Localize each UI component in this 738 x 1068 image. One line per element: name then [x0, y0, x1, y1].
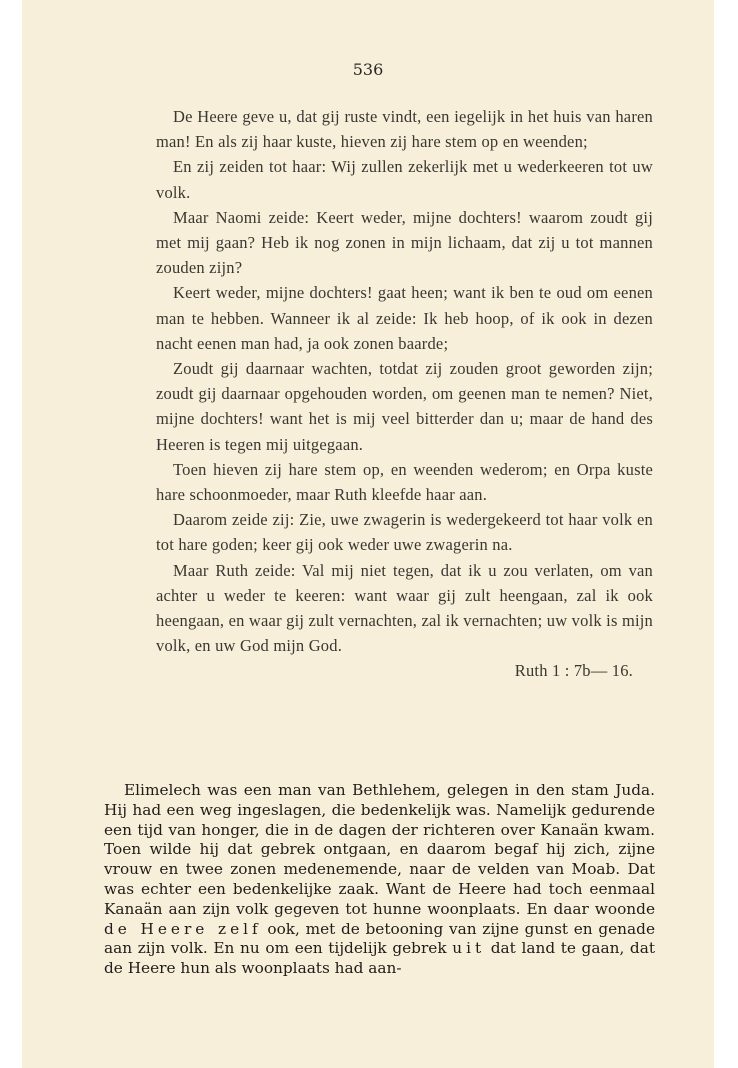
- quote-paragraph: Toen hieven zij hare stem op, en weenden wederom; en Orpa kuste hare schoonmoeder, maar Ruth kleefde haar aan.: [156, 459, 653, 505]
- body-paragraph: [104, 781, 655, 979]
- body-text-run: dat land te gaan, dat de Heere hun als woonplaats had aan-: [104, 939, 655, 978]
- quote-paragraph: Zoudt gij daarnaar wachten, totdat zij zouden groot geworden zijn; zoudt gij daarnaar opgehouden worden, om geenen man te nemen? Niet, mijne dochters! want het is mij veel bitterder dan u; maar de hand des Heeren is tegen mij uitgegaan.: [156, 359, 653, 454]
- scan-margin-right: [714, 0, 738, 1068]
- quote-paragraph: De Heere geve u, dat gij ruste vindt, een iegelijk in het huis van haren man! En als zij haar kuste, hieven zij hare stem op en weenden;: [156, 107, 653, 152]
- quote-paragraph: En zij zeiden tot haar: Wij zullen zekerlijk met u wederkeeren tot uw volk.: [156, 157, 653, 202]
- emphasis-spaced-text: uit: [452, 939, 486, 958]
- body-text-run: Elimelech was een man van Bethlehem, gelegen in den stam Juda. Hij had een weg ingeslagen, die bedenkelijk was. Namelijk gedurende een tijd van honger, die in de dagen der richteren over Kanaän kwam. Toen wilde hij dat gebrek ontgaan, en daarom begaf hij zich, zijne vrouw en twee zonen medenemende, naar de velden van Moab. Dat was echter een bedenkelijke zaak. Want de Heere had toch eenmaal Kanaän aan zijn volk gegeven tot hunne woonplaats. En daar woonde: [104, 781, 655, 918]
- book-page: [22, 0, 714, 1068]
- scripture-reference: Ruth 1 : 7b— 16.: [514, 661, 633, 681]
- quote-paragraph: Keert weder, mijne dochters! gaat heen; want ik ben te oud om eenen man te hebben. Wanneer ik al zeide: Ik heb hoop, of ik ook in dezen nacht eenen man had, ja ook zonen baarde;: [156, 283, 653, 353]
- sermon-body: [104, 781, 655, 979]
- scripture-quote: [156, 104, 653, 684]
- quote-paragraph: Maar Naomi zeide: Keert weder, mijne dochters! waarom zoudt gij met mij gaan? Heb ik nog zonen in mijn lichaam, dat zij u tot mannen zouden zijn?: [156, 207, 653, 278]
- body-text-run: ook, met de betooning van zijne gunst en genade aan zijn volk. En nu om een tijdelijk gebrek: [104, 919, 655, 958]
- emphasis-spaced-text: de Heere zelf: [104, 919, 262, 938]
- quote-paragraph: Daarom zeide zij: Zie, uwe zwagerin is wedergekeerd tot haar volk en tot hare goden; keer gij ook weder uwe zwagerin na.: [156, 510, 653, 555]
- quote-paragraph: Maar Ruth zeide: Val mij niet tegen, dat ik u zou verlaten, om van achter u weder te keeren: want waar gij zult heengaan, zal ik ook heengaan, en waar gij zult vernachten, zal ik vernachten; uw volk is mijn volk, en uw God mijn God.: [156, 560, 653, 656]
- page-number: 536: [352, 60, 384, 79]
- scan-margin-left: [0, 0, 22, 1068]
